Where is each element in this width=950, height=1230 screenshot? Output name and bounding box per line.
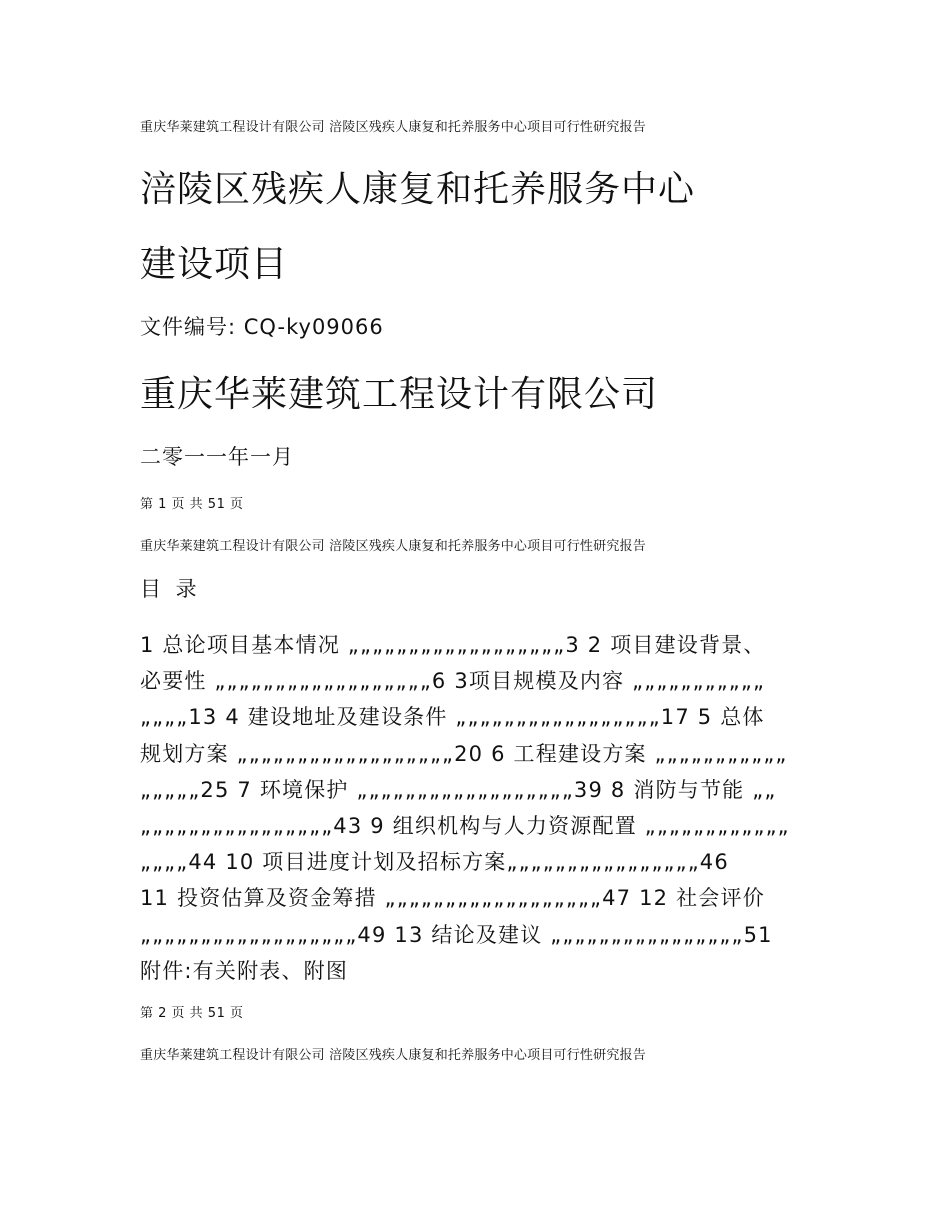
table-of-contents	[140, 627, 840, 989]
toc-title: 目 录	[140, 577, 201, 601]
page-header: 重庆华莱建筑工程设计有限公司 涪陵区残疾人康复和托养服务中心项目可行性研究报告	[140, 539, 646, 554]
toc-line: 规划方案 „„„„„„„„„„„„„„„„„„20 6 工程建设方案 „„„„„„„„„„„	[140, 741, 788, 766]
toc-line: „„„„13 4 建设地址及建设条件 „„„„„„„„„„„„„„„„„17 5 总体	[140, 705, 765, 730]
toc-line: 11 投资估算及资金筹措 „„„„„„„„„„„„„„„„„„47 12 社会评价	[140, 886, 765, 911]
page-header: 重庆华莱建筑工程设计有限公司 涪陵区残疾人康复和托养服务中心项目可行性研究报告	[140, 120, 646, 135]
toc-line: 1 总论项目基本情况 „„„„„„„„„„„„„„„„„„3 2 项目建设背景、	[140, 633, 766, 657]
document-title-line-2: 建设项目	[140, 244, 289, 285]
toc-line: „„„„44 10 项目进度计划及招标方案„„„„„„„„„„„„„„„„46	[140, 850, 729, 875]
toc-line: 必要性 „„„„„„„„„„„„„„„„„„6 3项目规模及内容 „„„„„„„„„„„	[140, 669, 766, 694]
document-number: 文件编号: CQ-ky09066	[140, 315, 384, 339]
page-header: 重庆华莱建筑工程设计有限公司 涪陵区残疾人康复和托养服务中心项目可行性研究报告	[140, 1048, 646, 1063]
document-date: 二零一一年一月	[140, 445, 294, 469]
toc-line: 附件:有关附表、附图	[140, 958, 349, 983]
company-name: 重庆华莱建筑工程设计有限公司	[140, 374, 659, 415]
page-number: 第 2 页 共 51 页	[140, 1006, 244, 1021]
document-title-line-1: 涪陵区残疾人康复和托养服务中心	[140, 169, 696, 210]
toc-line: „„„„„„„„„„„„„„„„„„49 13 结论及建议 „„„„„„„„„„„„„„„„51	[140, 922, 773, 947]
toc-line: „„„„„25 7 环境保护 „„„„„„„„„„„„„„„„„„39 8 消防与节能 „„	[140, 777, 777, 802]
page-number: 第 1 页 共 51 页	[140, 497, 244, 512]
toc-line: „„„„„„„„„„„„„„„„43 9 组织机构与人力资源配置 „„„„„„„„„„„„	[140, 813, 790, 838]
